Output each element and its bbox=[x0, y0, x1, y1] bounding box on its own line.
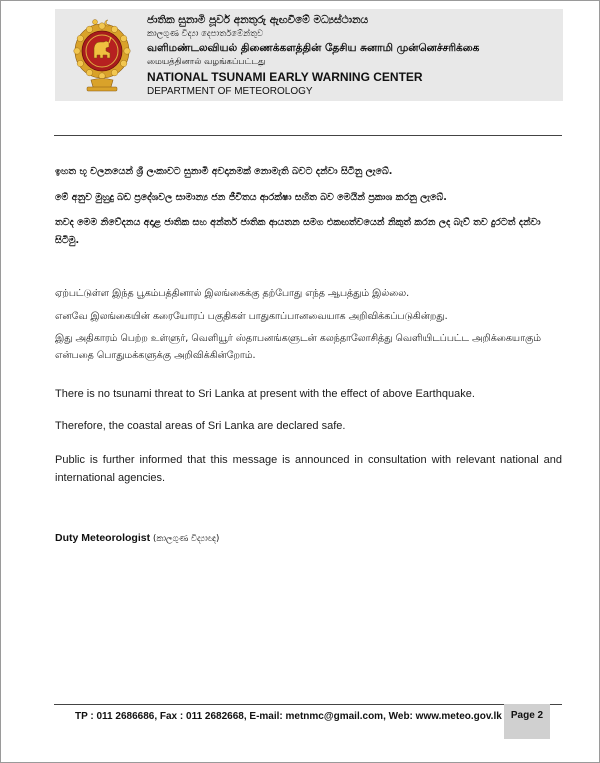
sinhala-paragraph-1: ඉහත භූ චලනයෙන් ශ්‍රී ලංකාවට සුනාමි අවදානමක් නොමැති බවට දන්වා සිටිනු ලැබේ. bbox=[55, 166, 393, 177]
letterhead-sinhala-subtitle: කාලගුණ විද්‍යා දෙපාර්තමේන්තුව bbox=[147, 29, 264, 39]
footer-divider bbox=[54, 704, 562, 705]
english-paragraph-1: There is no tsunami threat to Sri Lanka at present with the effect of above Earthquake. bbox=[55, 388, 475, 400]
letterhead-tamil-subtitle: மையத்தினால் வழங்கப்பட்டது bbox=[147, 57, 266, 67]
letterhead-english-subtitle: DEPARTMENT OF METEOROLOGY bbox=[147, 86, 313, 97]
tamil-paragraph-1: ஏற்பட்டுள்ள இந்த பூகம்பத்தினால் இலங்கைக்கு தற்போது எந்த ஆபத்தும் இல்லை. bbox=[55, 288, 410, 299]
letterhead-english-title: NATIONAL TSUNAMI EARLY WARNING CENTER bbox=[147, 70, 423, 84]
tamil-paragraph-3: இது அதிகாரம் பெற்ற உள்ளுர், வெளியூர் ஸ்தாபனங்களுடன் கலந்தாலோசித்து வெளியிடப்பட்ட அறிக்கையாகும் என்பதை பொதுமக்களுக்கு அறிவிக்கின்றோம். bbox=[55, 333, 542, 361]
signature-title: Duty Meteorologist bbox=[55, 532, 151, 544]
footer-contact: TP : 011 2686686, Fax : 011 2682668, E-mail: metnmc@gmail.com, Web: www.meteo.gov.lk bbox=[75, 711, 502, 722]
letterhead-sinhala-title: ජාතික සුනාමි පූර්ව අනතුරු ඇඟවීමේ මධ්‍යස්ථානය bbox=[147, 14, 369, 26]
signature-sinhala: (කාලගුණ විද්‍යාඥ) bbox=[153, 534, 220, 544]
header-divider bbox=[54, 135, 562, 136]
page-number-badge: Page 2 bbox=[504, 704, 550, 739]
signature-line bbox=[55, 530, 219, 547]
letterhead-tamil-title: வளிமண்டலவியல் திணைக்களத்தின் தேசிய சுனாமி முன்னெச்சரிக்கை bbox=[147, 42, 480, 54]
english-paragraph-2: Therefore, the coastal areas of Sri Lanka are declared safe. bbox=[55, 420, 346, 432]
tamil-paragraph-2: எனவே இலங்கையின் கரையோரப் பகுதிகள் பாதுகாப்பானவையாக அறிவிக்கப்படுகின்றது. bbox=[55, 311, 448, 322]
letterhead-text bbox=[147, 13, 557, 98]
sri-lanka-emblem-icon bbox=[73, 13, 131, 95]
sinhala-paragraph-2: මේ අනුව මුහුදු බඩ ප්‍රදේශවල සාමාන්‍ය ජන ජීවිතය ආරක්ෂා සහිත බව මෙයින් ප්‍රකාශ කරනු ලැබේ. bbox=[55, 192, 447, 203]
letterhead bbox=[55, 9, 563, 101]
sinhala-paragraph-3: තවද මෙම නිවේදනය අදාළ ජාතික සහ අන්තර් ජාතික ආයතන සමග එකඟත්වයෙන් නිකුත් කරන ලද බැව් තව දුරටත් දන්වා සිටිමු. bbox=[55, 217, 541, 246]
english-paragraph-3: Public is further informed that this message is announced in consultation with relevant national and international agencies. bbox=[55, 454, 562, 484]
